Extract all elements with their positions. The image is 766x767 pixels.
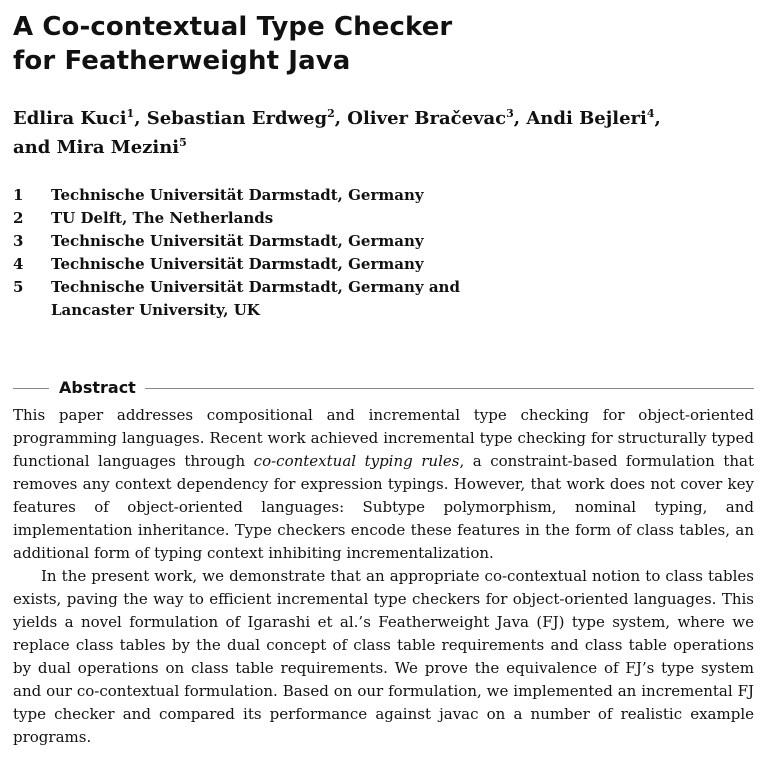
affiliation bbox=[13, 184, 754, 207]
author-list bbox=[13, 104, 754, 162]
affiliation bbox=[13, 207, 754, 230]
abstract-paragraph-1: This paper addresses compositional and incremental type checking for object-oriented programming languages. Recent work achieved incremental type checking for structurally typed functional languages through co-contextual typing rules, a constraint-based formulation that removes any context dependency for expression typings. However, that work does not cover key features of object-oriented languages: Subtype polymorphism, nominal typing, and implementation inheritance. Type checkers encode these features in the form of class tables, an additional form of typing context inhibiting incrementalization. bbox=[13, 406, 754, 562]
affiliation-number: 2 bbox=[13, 209, 24, 227]
author: Oliver Bračevac$^3$, bbox=[347, 107, 527, 129]
affiliation-text: TU Delft, The Netherlands bbox=[51, 209, 274, 227]
affiliation-number: 3 bbox=[13, 232, 24, 250]
affiliation-text: Technische Universität Darmstadt, Germany and Lancaster University, UK bbox=[51, 278, 460, 319]
affiliation-number: 1 bbox=[13, 186, 24, 204]
abstract-label: Abstract bbox=[59, 378, 136, 397]
author: Andi Bejleri$^4$, bbox=[526, 107, 661, 129]
title-line-1: A Co-contextual Type Checker bbox=[13, 12, 453, 42]
abstract-heading bbox=[13, 377, 754, 399]
paper-page bbox=[13, 0, 754, 746]
affiliation-number: 5 bbox=[13, 278, 24, 296]
abstract-paragraph-2: In the present work, we demonstrate that an appropriate co-contextual notion to class tables exists, paving the way to efficient incremental type checkers for object-oriented languages. This yields a novel formulation of Igarashi et al.’s Featherweight Java (FJ) type system, where we replace class tables by the dual concept of class table requirements and class table operations by dual operations on class table requirements. We prove the equivalence of FJ’s type system and our co-contextual formulation. Based on our formulation, we implemented an incremental FJ type checker and compared its performance against javac on a number of realistic example programs. bbox=[13, 567, 754, 746]
affiliation-text: Technische Universität Darmstadt, Germany bbox=[51, 255, 424, 273]
heading-rule-left bbox=[13, 388, 49, 389]
heading-rule-right bbox=[145, 388, 754, 389]
affiliation bbox=[13, 276, 754, 322]
affiliation-text: Technische Universität Darmstadt, Germany bbox=[51, 232, 424, 250]
paper-title bbox=[13, 10, 754, 78]
affiliation bbox=[13, 253, 754, 276]
abstract-body bbox=[13, 404, 754, 749]
emphasis: co-contextual typing rules bbox=[253, 452, 460, 470]
author: Sebastian Erdweg$^2$, bbox=[146, 107, 348, 129]
affiliation-list bbox=[13, 184, 754, 322]
affiliation-text: Technische Universität Darmstadt, Germany bbox=[51, 186, 424, 204]
author: and Mira Mezini$^5$ bbox=[13, 136, 187, 158]
affiliation bbox=[13, 230, 754, 253]
affiliation-number: 4 bbox=[13, 255, 24, 273]
author: Edlira Kuci$^1$, bbox=[13, 107, 147, 129]
title-line-2: for Featherweight Java bbox=[13, 46, 351, 76]
